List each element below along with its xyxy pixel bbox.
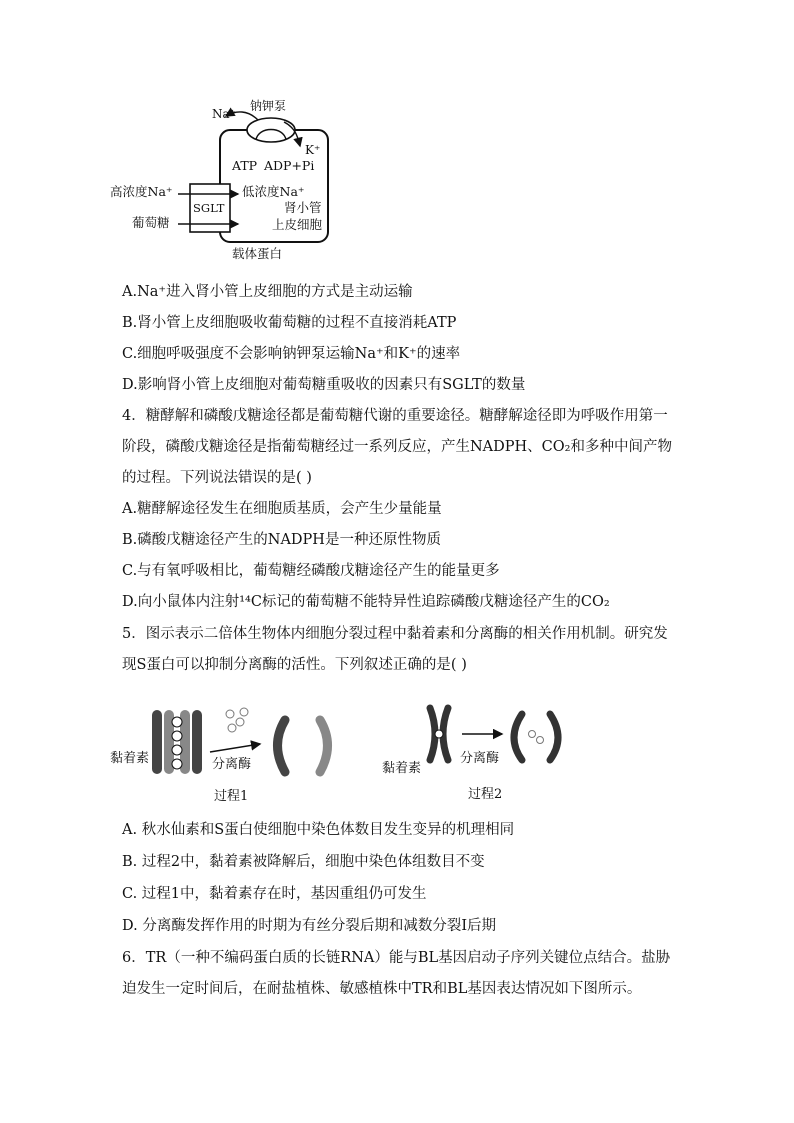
q4-option-b: B.磷酸戊糖途径产生的NADPH是一种还原性物质 <box>122 532 441 548</box>
pump-label: 钠钾泵 <box>250 99 287 113</box>
process1-arrow <box>210 744 260 752</box>
sglt-label: SGLT <box>193 201 225 215</box>
q4-stem-line-3: 的过程。下列说法错误的是( ) <box>122 470 312 486</box>
q5-stem-line-1: 5．图示表示二倍体生物体内细胞分裂过程中黏着素和分离酶的相关作用机制。研究发 <box>122 626 668 642</box>
process2-label: 过程2 <box>468 787 503 802</box>
sodium-glucose-transport-diagram <box>108 98 348 270</box>
process1-separated-chromosomes <box>278 720 328 772</box>
glucose-label: 葡萄糖 <box>132 215 170 230</box>
process2-cohesin-label: 黏着素 <box>382 761 422 776</box>
q5-option-b: B. 过程2中，黏着素被降解后，细胞中染色体组数目不变 <box>122 854 485 870</box>
q4-stem-line-1: 4．糖酵解和磷酸戊糖途径都是葡萄糖代谢的重要途径。糖酵解途径即为呼吸作用第一 <box>122 408 668 424</box>
q3-option-b: B.肾小管上皮细胞吸收葡萄糖的过程不直接消耗ATP <box>122 315 457 331</box>
cell-label-2: 上皮细胞 <box>272 217 323 232</box>
q3-option-d: D.影响肾小管上皮细胞对葡萄糖重吸收的因素只有SGLT的数量 <box>122 377 526 393</box>
q3-option-c: C.细胞呼吸强度不会影响钠钾泵运输Na⁺和K⁺的速率 <box>122 346 461 362</box>
q4-stem-line-2: 阶段，磷酸戊糖途径是指葡萄糖经过一系列反应，产生NADPH、CO₂和多种中间产物 <box>122 439 672 455</box>
carrier-label: 载体蛋白 <box>232 246 283 261</box>
process2-chromosome <box>430 708 448 760</box>
q5-option-a: A. 秋水仙素和S蛋白使细胞中染色体数目发生变异的机理相同 <box>122 822 515 838</box>
process2-separase-label: 分离酶 <box>460 751 500 766</box>
low-na-label: 低浓度Na⁺ <box>242 184 305 199</box>
process1-separase-label: 分离酶 <box>212 757 252 772</box>
q4-option-a: A.糖酵解途径发生在细胞质基质，会产生少量能量 <box>122 501 442 517</box>
q5-option-d: D. 分离酶发挥作用的时期为有丝分裂后期和减数分裂I后期 <box>122 918 497 934</box>
k-label: K⁺ <box>305 143 321 157</box>
atp-label: ATP <box>232 158 258 173</box>
q6-stem-line-2: 迫发生一定时间后，在耐盐植株、敏感植株中TR和BL基因表达情况如下图所示。 <box>122 981 642 997</box>
process1-free-cohesin <box>226 708 248 732</box>
cell-label-1: 肾小管 <box>284 200 322 215</box>
process2-separated-chromosomes <box>514 714 558 760</box>
q6-stem-line-1: 6．TR（一种不编码蛋白质的长链RNA）能与BL基因启动子序列关键位点结合。盐胁 <box>122 950 671 966</box>
q4-option-d: D.向小鼠体内注射¹⁴C标记的葡萄糖不能特异性追踪磷酸戊糖途径产生的CO₂ <box>122 594 610 610</box>
process1-cohesin-label: 黏着素 <box>110 751 150 766</box>
q5-stem-line-2: 现S蛋白可以抑制分离酶的活性。下列叙述正确的是( ) <box>122 657 467 673</box>
q3-option-a: A.Na⁺进入肾小管上皮细胞的方式是主动运输 <box>122 284 413 300</box>
cohesin-separase-diagram <box>110 700 580 810</box>
q4-option-c: C.与有氧呼吸相比，葡萄糖经磷酸戊糖途径产生的能量更多 <box>122 563 500 579</box>
adp-label: ADP+Pi <box>264 158 315 173</box>
process1-paired-chromosomes <box>152 710 202 774</box>
na-out-label: Na⁺ <box>212 107 236 121</box>
high-na-label: 高浓度Na⁺ <box>110 184 173 199</box>
q5-option-c: C. 过程1中，黏着素存在时，基因重组仍可发生 <box>122 886 427 902</box>
process1-label: 过程1 <box>214 789 249 804</box>
